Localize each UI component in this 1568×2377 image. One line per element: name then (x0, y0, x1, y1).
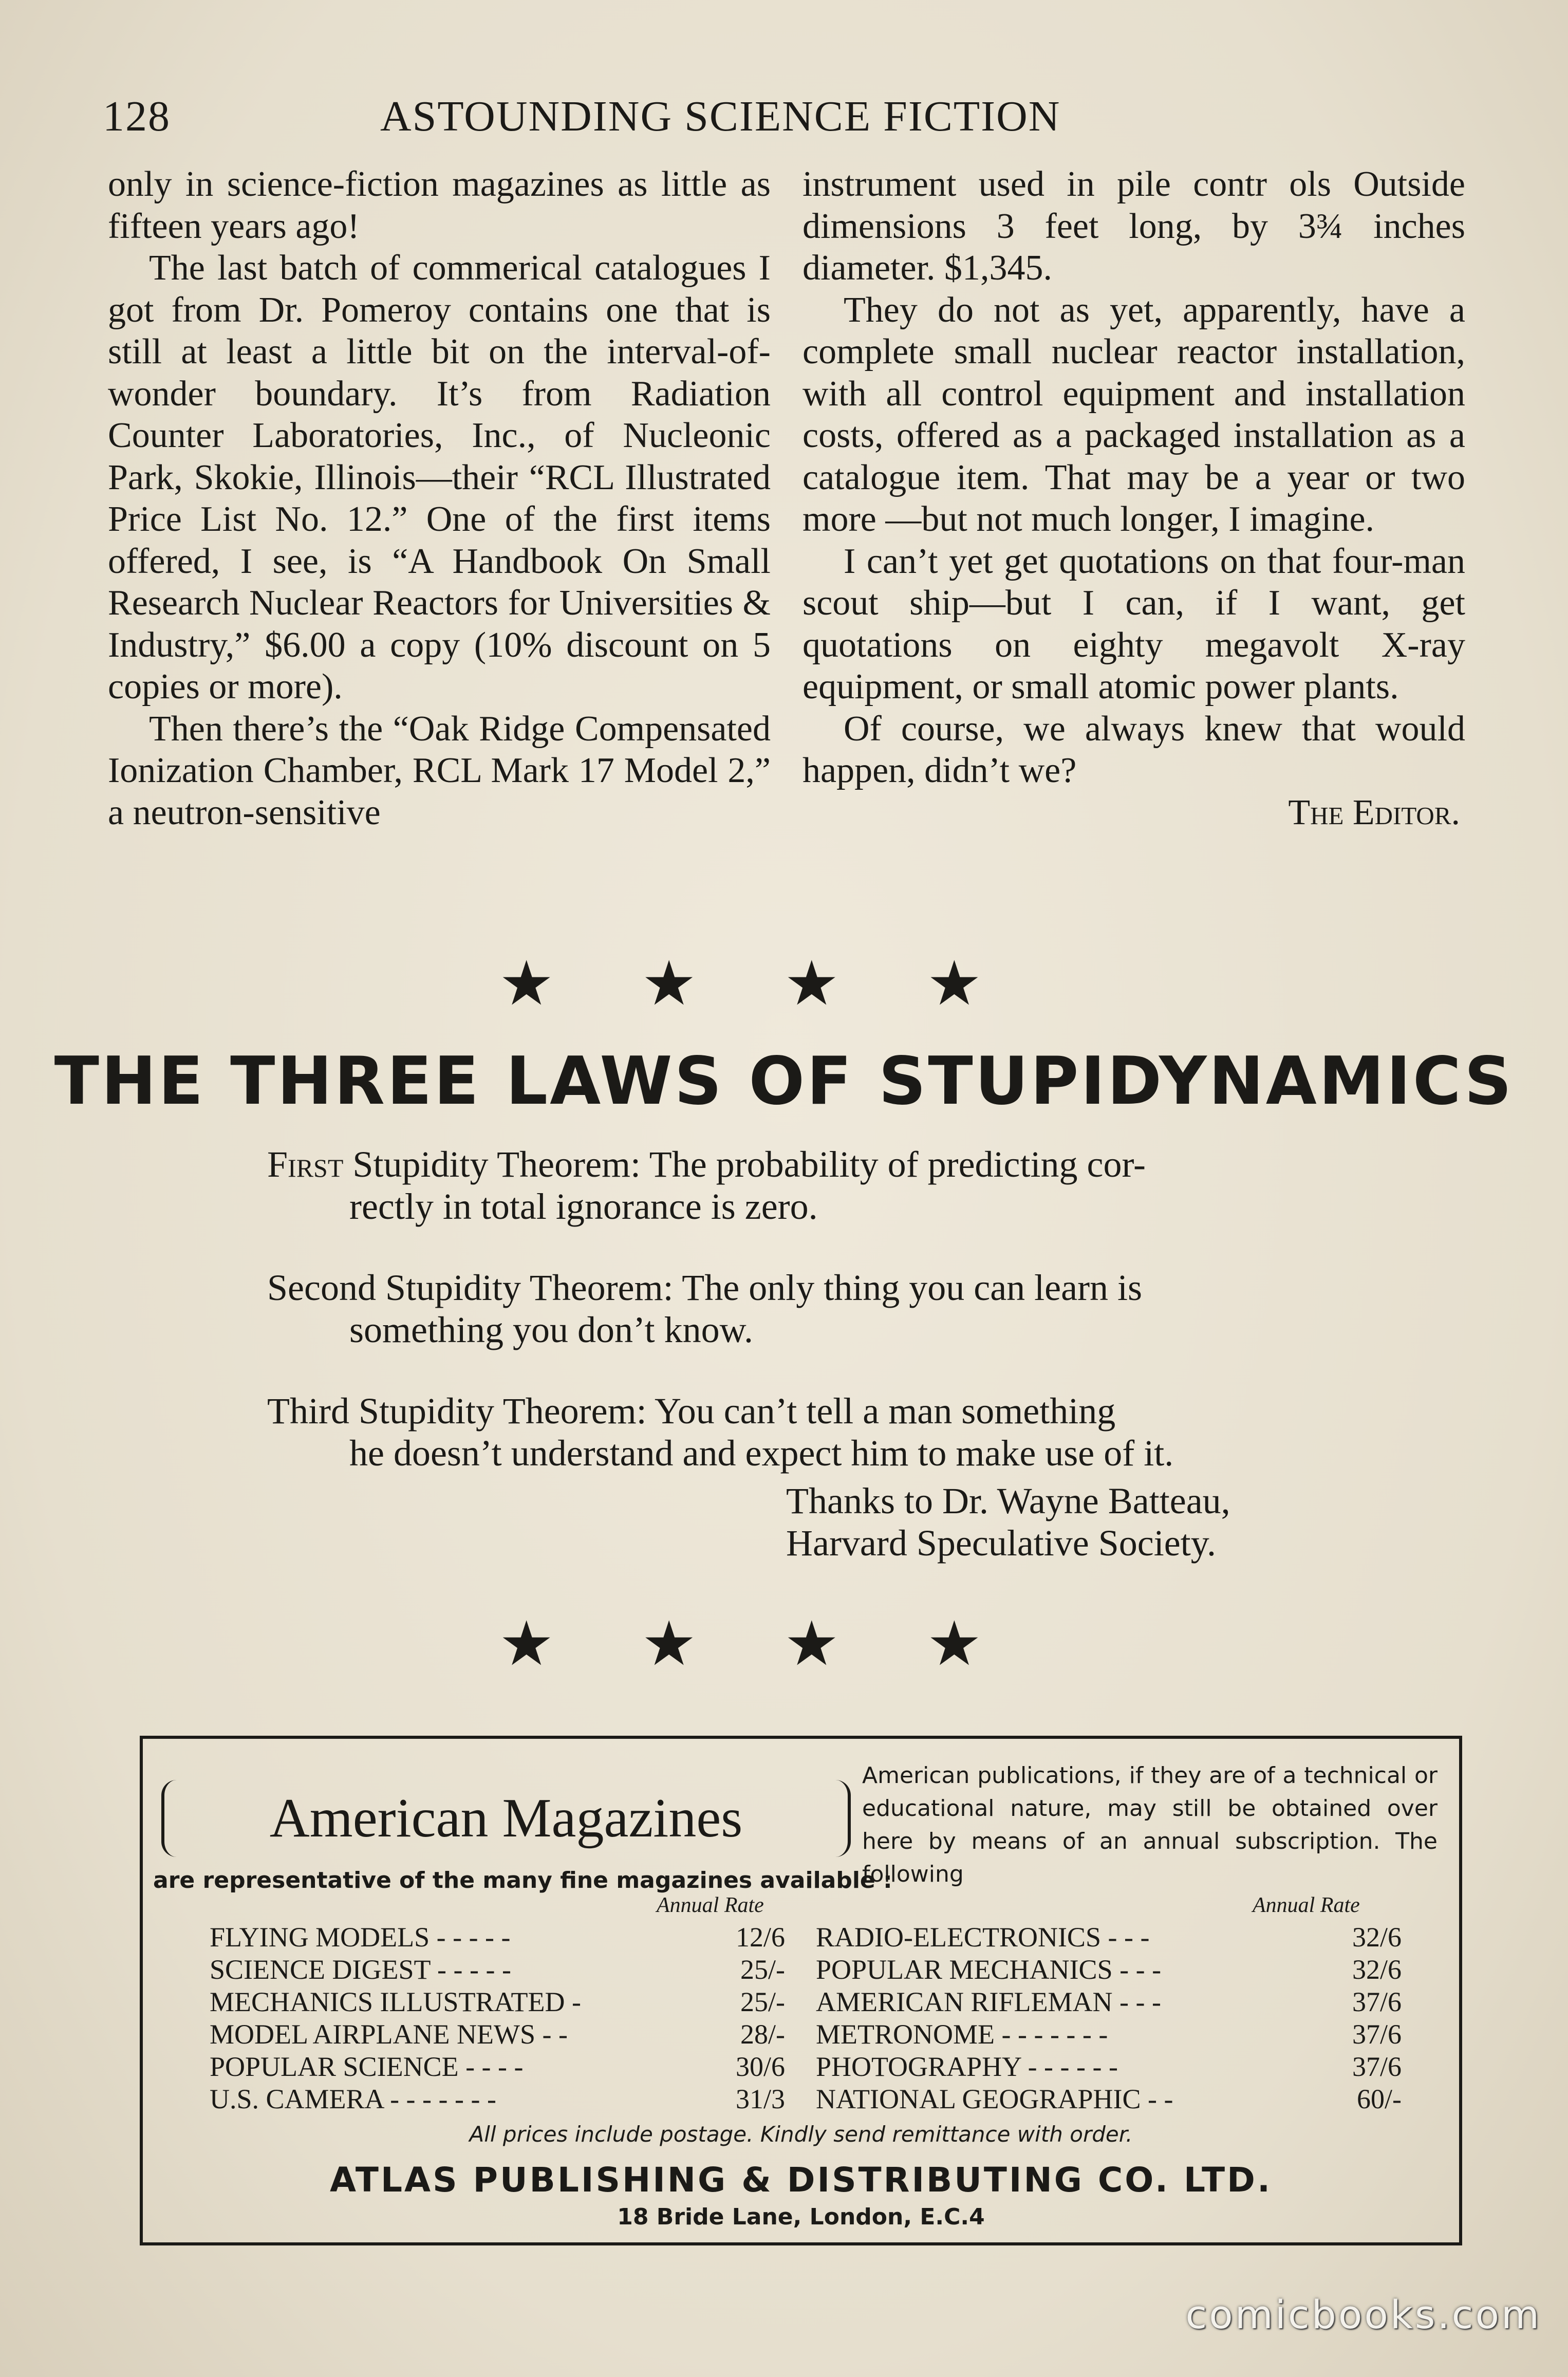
left-paragraph-2: The last batch of commerical catalogues I got from Dr. Pomeroy contains one that is still at least a little bit on the interval-of-wonder boundary. It’s from Radiation Counter Laboratories, Inc., of Nucleonic Park, Skokie, Illinois—their “RCL Illustrated Price List No. 12.” One of the first items offered, I see, is “A Handbook On Small Research Nuclear Reactors for Universities & Industry,” $6.00 a copy (10% discount on 5 copies or more). (108, 248, 771, 707)
magazine-rate: 31/3 (735, 2084, 785, 2114)
right-column (802, 163, 1465, 833)
star-icon: ★ (784, 950, 927, 1018)
page-number: 128 (103, 92, 171, 140)
left-paragraph-3: Then there’s the “Oak Ridge Compensated Ionization Chamber, RCL Mark 17 Model 2,” a neutron-sensitive (108, 709, 771, 832)
theorem-label-rest: Stupidity Theorem: (343, 1144, 641, 1185)
list-item (816, 1986, 1402, 2018)
right-paragraph-2: They do not as yet, apparently, have a complete small nuclear reactor installation, with all control equipment and installation costs, offered as a packaged installation as a catalogue item. That may be a year or two more —but not much longer, I imagine. (802, 290, 1465, 539)
advertisement-box (140, 1736, 1462, 2245)
magazine-title: ASTOUNDING SCIENCE FICTION (380, 92, 1061, 140)
magazine-rate: 25/- (740, 1986, 785, 2017)
magazine-rate: 30/6 (735, 2051, 785, 2082)
theorem-label: First (267, 1144, 344, 1185)
list-item (816, 1954, 1402, 1986)
ad-logo: American Magazines (161, 1780, 851, 1857)
magazine-name: PHOTOGRAPHY - - - - - - (816, 2051, 1118, 2082)
editor-signature: The Editor. (1288, 792, 1460, 832)
publisher-name: ATLAS PUBLISHING & DISTRIBUTING CO. LTD. (329, 2160, 1273, 2200)
list-item (816, 2083, 1402, 2115)
theorem-text: You can’t tell a man something (646, 1390, 1116, 1432)
star-icon: ★ (641, 1610, 784, 1678)
magazine-rate: 12/6 (735, 1922, 785, 1953)
right-paragraph-4: Of course, we always knew that would happen, didn’t we? (802, 709, 1465, 790)
right-paragraph-3: I can’t yet get quotations on that four-man scout ship—but I can, if I want, get quotations on eighty megavolt X-ray equipment, or small atomic power plants. (802, 541, 1465, 707)
list-item (816, 2018, 1402, 2051)
magazine-name: FLYING MODELS - - - - - (210, 1922, 511, 1953)
right-paragraph-1: instrument used in pile contr ols Outside dimensions 3 feet long, by 3¾ inches diameter. $1,345. (802, 164, 1465, 288)
publisher-address: 18 Bride Lane, London, E.C.4 (617, 2204, 985, 2230)
magazine-name: U.S. CAMERA - - - - - - - (210, 2084, 496, 2114)
ad-intro-continued: are representative of the many fine magazines available : (153, 1867, 892, 1893)
ad-intro: American publications, if they are of a technical or educational nature, may still be obtained over here by means of an annual subscription. The following (862, 1762, 1438, 1887)
star-icon: ★ (498, 1610, 642, 1678)
magazine-name: MECHANICS ILLUSTRATED - (210, 1986, 581, 2017)
list-item (816, 1921, 1402, 1954)
credit (786, 1480, 1403, 1564)
star-icon: ★ (784, 1610, 927, 1678)
rate-header-left: Annual Rate (657, 1893, 764, 1917)
magazine-rate: 32/6 (1352, 1954, 1402, 1985)
magazine-name: METRONOME - - - - - - - (816, 2019, 1108, 2050)
list-item (210, 1954, 785, 1986)
watermark: comicbooks.com (1185, 2292, 1541, 2337)
ad-postage-note: All prices include postage. Kindly send remittance with order. (469, 2122, 1133, 2147)
running-head (103, 81, 1465, 138)
magazine-rate: 60/- (1357, 2084, 1402, 2114)
article-headline: THE THREE LAWS OF STUPIDYNAMICS (54, 1043, 1514, 1120)
magazine-rate: 25/- (740, 1954, 785, 1985)
list-item (210, 2018, 785, 2051)
magazine-name: POPULAR MECHANICS - - - (816, 1954, 1162, 1985)
magazine-name: SCIENCE DIGEST - - - - - (210, 1954, 511, 1985)
theorem-text-cont: he doesn’t understand and expect him to make use of it. (349, 1433, 1174, 1474)
credit-line-1: Thanks to Dr. Wayne Batteau, (786, 1480, 1230, 1521)
theorem-text: The probability of predicting cor- (641, 1144, 1146, 1185)
star-icon: ★ (926, 1610, 1070, 1678)
magazine-name: AMERICAN RIFLEMAN - - - (816, 1986, 1161, 2017)
magazine-rate: 32/6 (1352, 1922, 1402, 1953)
list-item (210, 2083, 785, 2115)
magazine-name: NATIONAL GEOGRAPHIC - - (816, 2084, 1173, 2114)
magazine-name: POPULAR SCIENCE - - - - (210, 2051, 524, 2082)
theorem-text-cont: rectly in total ignorance is zero. (349, 1186, 818, 1227)
magazine-list-right (816, 1921, 1402, 2115)
left-paragraph-1: only in science-fiction magazines as little as fifteen years ago! (108, 164, 771, 246)
rate-header-right: Annual Rate (1253, 1893, 1360, 1917)
theorem-text: The only thing you can learn is (673, 1267, 1143, 1308)
list-item (210, 2051, 785, 2083)
magazine-list-left (210, 1921, 785, 2115)
magazine-rate: 28/- (740, 2019, 785, 2050)
star-divider-top (0, 950, 1568, 1018)
magazine-rate: 37/6 (1352, 2051, 1402, 2082)
list-item (210, 1921, 785, 1954)
magazine-rate: 37/6 (1352, 1986, 1402, 2017)
magazine-name: RADIO-ELECTRONICS - - - (816, 1922, 1150, 1953)
star-icon: ★ (641, 950, 784, 1018)
list-item (816, 2051, 1402, 2083)
credit-line-2: Harvard Speculative Society. (786, 1522, 1217, 1564)
star-divider-bottom (0, 1610, 1568, 1678)
second-theorem (267, 1267, 1346, 1351)
magazine-rate: 37/6 (1352, 2019, 1402, 2050)
third-theorem (267, 1390, 1346, 1474)
list-item (210, 1986, 785, 2018)
theorem-label: Third Stupidity Theorem: (267, 1390, 647, 1432)
star-icon: ★ (926, 950, 1070, 1018)
theorem-label: Second Stupidity Theorem: (267, 1267, 674, 1308)
left-column (108, 163, 771, 833)
magazine-name: MODEL AIRPLANE NEWS - - (210, 2019, 568, 2050)
first-theorem (267, 1143, 1346, 1228)
theorem-text-cont: something you don’t know. (349, 1309, 753, 1350)
star-icon: ★ (498, 950, 642, 1018)
